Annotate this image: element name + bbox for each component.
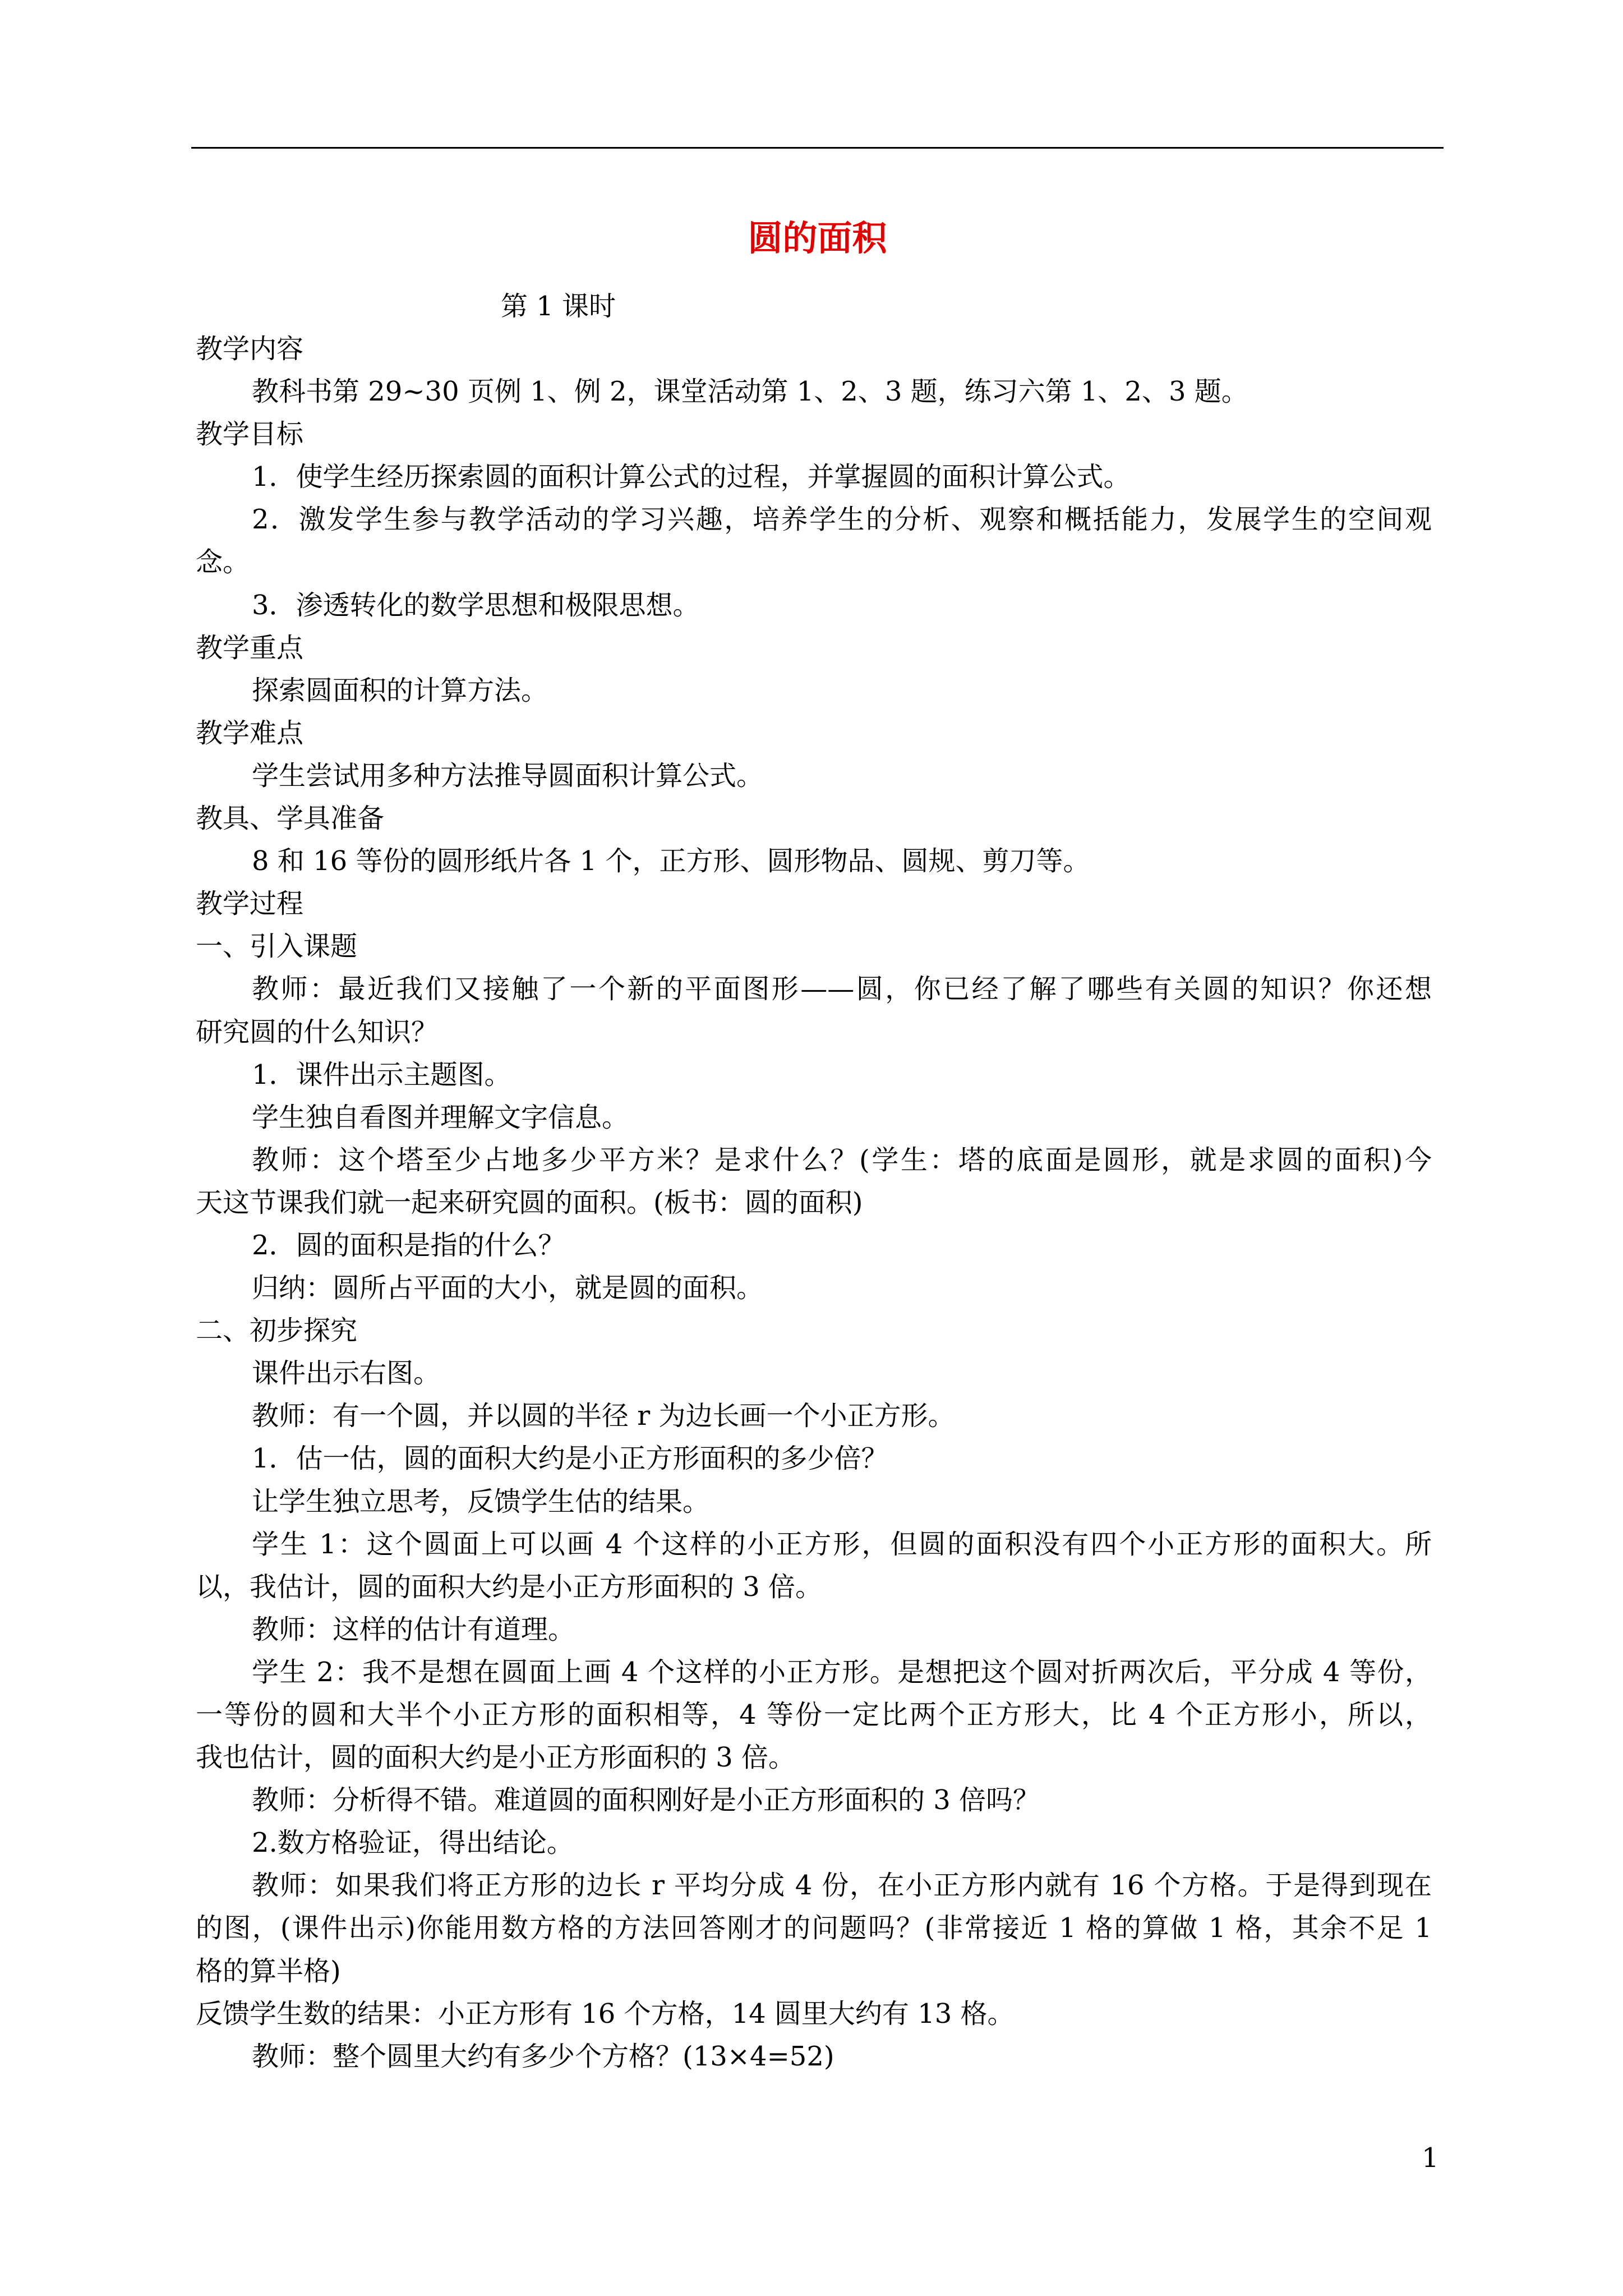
section-heading	[196, 712, 1432, 754]
section-heading	[196, 797, 1432, 840]
text-line: 教师：有一个圆，并以圆的半径 r 为边长画一个小正方形。	[252, 1400, 955, 1432]
page-number: 1	[1422, 2142, 1439, 2174]
text-line: 教师：分析得不错。难道圆的面积刚好是小正方形面积的 3 倍吗？	[252, 1784, 1040, 1816]
paragraph	[196, 1523, 1432, 1608]
text-line: 2．圆的面积是指的什么？	[252, 1229, 565, 1261]
subsection-heading	[196, 1309, 1432, 1352]
text-line: 念。	[196, 546, 250, 578]
paragraph	[196, 1096, 1432, 1139]
text-line: 1．课件出示主题图。	[252, 1059, 511, 1091]
paragraph	[196, 584, 1432, 627]
paragraph	[196, 1224, 1432, 1267]
text-line: 学生尝试用多种方法推导圆面积计算公式。	[252, 760, 764, 792]
text-line: 教具、学具准备	[196, 803, 385, 835]
text-line: 二、初步探究	[196, 1315, 358, 1347]
paragraph	[196, 1779, 1432, 1821]
paragraph	[196, 1608, 1432, 1651]
section-heading	[196, 627, 1432, 669]
document-body	[196, 328, 1432, 2078]
paragraph	[196, 1993, 1432, 2035]
text-line: 教师：整个圆里大约有多少个方格？(13×4=52)	[252, 2040, 834, 2072]
paragraph	[196, 968, 1432, 1053]
text-line: 教师：如果我们将正方形的边长 r 平均分成 4 份，在小正方形内就有 16 个方格。于是得到现在	[252, 1870, 1432, 1902]
text-line: 教师：这个塔至少占地多少平方米？是求什么？(学生：塔的底面是圆形，就是求圆的面积)今	[252, 1144, 1432, 1176]
text-line: 教学过程	[196, 888, 304, 920]
text-line: 学生 1：这个圆面上可以画 4 个这样的小正方形，但圆的面积没有四个小正方形的面积大。所	[252, 1528, 1432, 1560]
section-heading	[196, 413, 1432, 455]
page-title: 圆的面积	[748, 218, 887, 259]
subsection-heading	[196, 925, 1432, 968]
text-line: 天这节课我们就一起来研究圆的面积。(板书：圆的面积)	[196, 1186, 863, 1218]
paragraph	[196, 1864, 1432, 1992]
text-line: 学生独自看图并理解文字信息。	[252, 1101, 629, 1133]
text-line: 1．使学生经历探索圆的面积计算公式的过程，并掌握圆的面积计算公式。	[252, 461, 1131, 493]
text-line: 教学重点	[196, 632, 304, 664]
text-line: 课件出示右图。	[252, 1358, 441, 1389]
text-line: 教学目标	[196, 418, 304, 450]
text-line: 反馈学生数的结果：小正方形有 16 个方格，14 圆里大约有 13 格。	[196, 1998, 1015, 2030]
text-line: 2.数方格验证，得出结论。	[252, 1827, 574, 1859]
text-line: 归纳：圆所占平面的大小，就是圆的面积。	[252, 1272, 764, 1304]
text-line: 教师：最近我们又接触了一个新的平面图形——圆，你已经了解了哪些有关圆的知识？你还想	[252, 973, 1432, 1005]
text-line: 的图，(课件出示)你能用数方格的方法回答刚才的问题吗？(非常接近 1 格的算做 1 格，其余不足 1	[196, 1912, 1432, 1944]
text-line: 3．渗透转化的数学思想和极限思想。	[252, 589, 700, 621]
text-line: 教科书第 29~30 页例 1、例 2，课堂活动第 1、2、3 题，练习六第 1、2、3 题。	[252, 376, 1248, 408]
text-line: 教学难点	[196, 717, 304, 749]
text-line: 以，我估计，圆的面积大约是小正方形面积的 3 倍。	[196, 1571, 823, 1603]
text-line: 2．激发学生参与教学活动的学习兴趣，培养学生的分析、观察和概括能力，发展学生的空间观	[252, 504, 1432, 536]
paragraph	[196, 1480, 1432, 1523]
paragraph	[196, 1395, 1432, 1437]
text-line: 8 和 16 等份的圆形纸片各 1 个，正方形、圆形物品、圆规、剪刀等。	[252, 845, 1090, 877]
text-line: 研究圆的什么知识？	[196, 1016, 439, 1048]
paragraph	[196, 370, 1432, 413]
text-line: 学生 2：我不是想在圆面上画 4 个这样的小正方形。是想把这个圆对折两次后，平分成 4 等份，	[252, 1656, 1432, 1688]
paragraph	[196, 669, 1432, 712]
text-line: 一、引入课题	[196, 931, 358, 963]
paragraph	[196, 2035, 1432, 2078]
text-line: 一等份的圆和大半个小正方形的面积相等，4 等份一定比两个正方形大，比 4 个正方形小，所以，	[196, 1699, 1432, 1731]
text-line: 探索圆面积的计算方法。	[252, 674, 548, 706]
header-rule	[191, 147, 1444, 149]
paragraph	[196, 1139, 1432, 1224]
paragraph	[196, 754, 1432, 797]
paragraph	[196, 498, 1432, 583]
paragraph	[196, 1352, 1432, 1395]
paragraph	[196, 1437, 1432, 1480]
section-heading	[196, 882, 1432, 925]
paragraph	[196, 1053, 1432, 1096]
text-line: 1．估一估，圆的面积大约是小正方形面积的多少倍？	[252, 1443, 888, 1475]
text-line: 我也估计，圆的面积大约是小正方形面积的 3 倍。	[196, 1742, 796, 1774]
text-line: 教学内容	[196, 333, 304, 365]
paragraph	[196, 1821, 1432, 1864]
paragraph	[196, 1651, 1432, 1779]
section-heading	[196, 328, 1432, 370]
paragraph	[196, 1267, 1432, 1309]
lesson-period: 第 1 课时	[501, 291, 616, 322]
paragraph	[196, 455, 1432, 498]
text-line: 格的算半格)	[196, 1955, 341, 1987]
text-line: 教师：这样的估计有道理。	[252, 1613, 575, 1645]
paragraph	[196, 840, 1432, 882]
text-line: 让学生独立思考，反馈学生估的结果。	[252, 1485, 710, 1517]
